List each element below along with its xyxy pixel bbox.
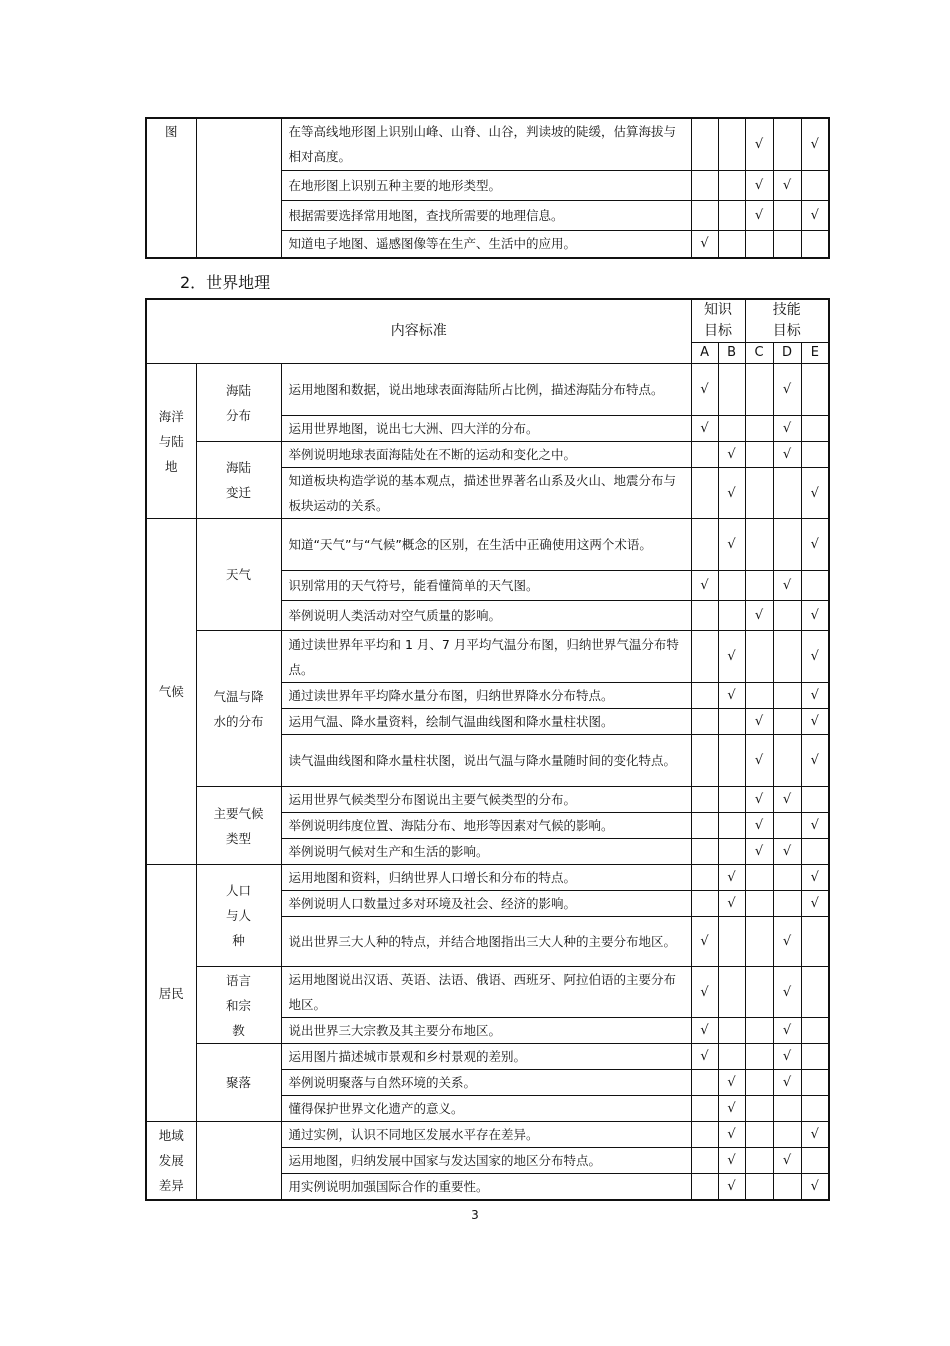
goal-mark-b: √ (718, 631, 745, 683)
goal-mark-b (718, 601, 745, 631)
goal-mark-b (718, 967, 745, 1018)
goal-mark-e (801, 1018, 829, 1044)
goal-mark-d: √ (773, 1044, 801, 1070)
goal-mark-a (691, 601, 718, 631)
table-row (146, 865, 829, 891)
goal-mark-c (745, 519, 773, 571)
table-row (146, 631, 829, 683)
content-standard-cell: 举例说明人口数量过多对环境及社会、经济的影响。 (281, 891, 691, 917)
goal-mark-b (718, 787, 745, 813)
goal-mark-e: √ (801, 601, 829, 631)
goal-mark-a (691, 839, 718, 865)
goal-mark-d: √ (773, 364, 801, 416)
table-map-skills (145, 117, 830, 259)
goal-mark-d (773, 865, 801, 891)
content-standard-cell: 知道“天气”与“气候”概念的区别，在生活中正确使用这两个术语。 (281, 519, 691, 571)
goal-mark-d: √ (773, 1148, 801, 1174)
section-title: 2．世界地理 (180, 273, 271, 292)
header-letter-e: E (801, 343, 829, 364)
goal-mark-b (718, 709, 745, 735)
goal-mark-b: √ (718, 1148, 745, 1174)
goal-mark-a (691, 891, 718, 917)
table-row (146, 967, 829, 1018)
goal-mark-b (718, 917, 745, 967)
content-standard-cell: 在等高线地形图上识别山峰、山脊、山谷，判读坡的陡缓，估算海拔与相对高度。 (281, 118, 691, 170)
category-cell-text: 气候 (158, 684, 184, 699)
subcategory-cell (196, 1044, 281, 1122)
goal-mark-b (718, 170, 745, 200)
content-standard-cell: 识别常用的天气符号，能看懂简单的天气图。 (281, 571, 691, 601)
goal-mark-b (718, 416, 745, 442)
subcategory-cell (196, 442, 281, 519)
subcategory-cell-text: 海陆分布 (226, 382, 252, 423)
content-standard-cell: 通过读世界年平均和 1 月、7 月平均气温分布图，归纳世界气温分布特点。 (281, 631, 691, 683)
content-standard-cell: 运用地图说出汉语、英语、法语、俄语、西班牙、阿拉伯语的主要分布地区。 (281, 967, 691, 1018)
goal-mark-b: √ (718, 442, 745, 468)
goal-mark-c (745, 865, 773, 891)
goal-mark-a (691, 1174, 718, 1201)
subcategory-cell-text: 气温与降水的分布 (213, 688, 264, 729)
goal-mark-b (718, 839, 745, 865)
subcategory-cell-text: 聚落 (226, 1075, 252, 1090)
content-standard-cell: 读气温曲线图和降水量柱状图，说出气温与降水量随时间的变化特点。 (281, 735, 691, 787)
header-skill-goal (745, 299, 829, 343)
goal-mark-e (801, 1096, 829, 1122)
goal-mark-d (773, 200, 801, 230)
goal-mark-b (718, 118, 745, 170)
goal-mark-e (801, 839, 829, 865)
goal-mark-c (745, 442, 773, 468)
goal-mark-b (718, 813, 745, 839)
header-letter-a: A (691, 343, 718, 364)
goal-mark-d (773, 813, 801, 839)
goal-mark-a: √ (691, 1044, 718, 1070)
goal-mark-a: √ (691, 1018, 718, 1044)
goal-mark-e: √ (801, 813, 829, 839)
table-row (146, 364, 829, 416)
goal-mark-a (691, 442, 718, 468)
category-cell-text: 居民 (158, 985, 184, 1001)
goal-mark-a: √ (691, 364, 718, 416)
goal-mark-c: √ (745, 839, 773, 865)
goal-mark-a (691, 468, 718, 519)
goal-mark-e: √ (801, 468, 829, 519)
goal-mark-d (773, 118, 801, 170)
goal-mark-c (745, 416, 773, 442)
goal-mark-e: √ (801, 118, 829, 170)
goal-mark-b (718, 571, 745, 601)
goal-mark-d (773, 519, 801, 571)
goal-mark-d (773, 891, 801, 917)
content-standard-cell: 懂得保护世界文化遗产的意义。 (281, 1096, 691, 1122)
goal-mark-a (691, 631, 718, 683)
subcategory-cell (196, 364, 281, 442)
goal-mark-c (745, 1174, 773, 1201)
goal-mark-e (801, 1070, 829, 1096)
content-standard-cell: 用实例说明加强国际合作的重要性。 (281, 1174, 691, 1201)
category-cell-text: 地域发展差异 (158, 1128, 184, 1193)
goal-mark-d (773, 601, 801, 631)
goal-mark-e (801, 442, 829, 468)
goal-mark-a (691, 1122, 718, 1148)
page-number: 3 (471, 1208, 479, 1222)
goal-mark-e (801, 364, 829, 416)
goal-mark-d: √ (773, 1070, 801, 1096)
header-content-standard: 内容标准 (146, 299, 691, 364)
goal-mark-e: √ (801, 1122, 829, 1148)
goal-mark-e (801, 571, 829, 601)
content-standard-cell: 举例说明人类活动对空气质量的影响。 (281, 601, 691, 631)
goal-mark-b (718, 200, 745, 230)
goal-mark-e: √ (801, 200, 829, 230)
category-cell-text: 海洋与陆地 (158, 408, 184, 474)
subcategory-cell (196, 631, 281, 787)
content-standard-cell: 在地形图上识别五种主要的地形类型。 (281, 170, 691, 200)
goal-mark-c (745, 364, 773, 416)
subcategory-cell-text: 海陆变迁 (226, 460, 252, 500)
content-standard-cell: 通过读世界年平均降水量分布图，归纳世界降水分布特点。 (281, 683, 691, 709)
goal-mark-b (718, 1044, 745, 1070)
category-cell (146, 1122, 196, 1201)
goal-mark-c: √ (745, 170, 773, 200)
goal-mark-b (718, 230, 745, 258)
goal-mark-e: √ (801, 1174, 829, 1201)
content-standard-cell: 说出世界三大宗教及其主要分布地区。 (281, 1018, 691, 1044)
content-standard-cell: 举例说明聚落与自然环境的关系。 (281, 1070, 691, 1096)
content-standard-cell: 知道电子地图、遥感图像等在生产、生活中的应用。 (281, 230, 691, 258)
goal-mark-c: √ (745, 709, 773, 735)
goal-mark-e: √ (801, 865, 829, 891)
content-standard-cell: 运用地图和数据，说出地球表面海陆所占比例，描述海陆分布特点。 (281, 364, 691, 416)
table-row (146, 442, 829, 468)
goal-mark-d (773, 468, 801, 519)
goal-mark-e: √ (801, 683, 829, 709)
goal-mark-c (745, 230, 773, 258)
goal-mark-b: √ (718, 891, 745, 917)
goal-mark-b: √ (718, 1122, 745, 1148)
goal-mark-a: √ (691, 416, 718, 442)
table-row (146, 118, 829, 170)
subcategory-cell (196, 1122, 281, 1201)
subcategory-cell-text: 主要气候类型 (213, 805, 264, 846)
table-row (146, 1122, 829, 1148)
content-standard-cell: 运用地图和资料，归纳世界人口增长和分布的特点。 (281, 865, 691, 891)
goal-mark-a (691, 118, 718, 170)
goal-mark-e (801, 787, 829, 813)
content-standard-cell: 运用气温、降水量资料，绘制气温曲线图和降水量柱状图。 (281, 709, 691, 735)
goal-mark-d: √ (773, 416, 801, 442)
category-cell (146, 865, 196, 1122)
goal-mark-e (801, 1044, 829, 1070)
goal-mark-c (745, 571, 773, 601)
goal-mark-c: √ (745, 787, 773, 813)
goal-mark-d: √ (773, 170, 801, 200)
subcategory-cell (196, 118, 281, 258)
goal-mark-d (773, 1122, 801, 1148)
content-standard-cell: 举例说明纬度位置、海陆分布、地形等因素对气候的影响。 (281, 813, 691, 839)
goal-mark-d: √ (773, 1018, 801, 1044)
goal-mark-b: √ (718, 1070, 745, 1096)
header-knowledge-goal (691, 299, 745, 343)
goal-mark-e (801, 416, 829, 442)
goal-mark-d: √ (773, 839, 801, 865)
goal-mark-c (745, 891, 773, 917)
goal-mark-d (773, 735, 801, 787)
goal-mark-a (691, 1148, 718, 1174)
subcategory-cell (196, 519, 281, 631)
table-row (146, 787, 829, 813)
subcategory-cell (196, 865, 281, 967)
goal-mark-a (691, 1070, 718, 1096)
goal-mark-c: √ (745, 601, 773, 631)
goal-mark-d: √ (773, 967, 801, 1018)
table-row (146, 1044, 829, 1070)
goal-mark-b: √ (718, 683, 745, 709)
subcategory-cell-text: 人口与人种 (226, 883, 252, 948)
goal-mark-c (745, 967, 773, 1018)
goal-mark-d (773, 709, 801, 735)
category-cell (146, 519, 196, 865)
header-knowledge-goal-text: 知识目标 (704, 302, 733, 339)
header-letter-b: B (718, 343, 745, 364)
subcategory-cell (196, 787, 281, 865)
goal-mark-b: √ (718, 1096, 745, 1122)
goal-mark-a (691, 683, 718, 709)
goal-mark-a: √ (691, 967, 718, 1018)
goal-mark-c (745, 1018, 773, 1044)
subcategory-cell-text: 天气 (226, 567, 252, 582)
content-standard-cell: 通过实例，认识不同地区发展水平存在差异。 (281, 1122, 691, 1148)
goal-mark-c: √ (745, 118, 773, 170)
goal-mark-e (801, 917, 829, 967)
goal-mark-c: √ (745, 813, 773, 839)
goal-mark-c (745, 468, 773, 519)
content-standard-cell: 运用世界气候类型分布图说出主要气候类型的分布。 (281, 787, 691, 813)
goal-mark-e (801, 1148, 829, 1174)
goal-mark-a (691, 1096, 718, 1122)
content-standard-cell: 运用地图，归纳发展中国家与发达国家的地区分布特点。 (281, 1148, 691, 1174)
goal-mark-d (773, 1096, 801, 1122)
content-standard-cell: 运用世界地图，说出七大洲、四大洋的分布。 (281, 416, 691, 442)
goal-mark-b (718, 735, 745, 787)
header-letter-c: C (745, 343, 773, 364)
header-row (146, 299, 829, 343)
goal-mark-c: √ (745, 200, 773, 230)
category-cell: 图 (146, 118, 196, 258)
goal-mark-c (745, 1044, 773, 1070)
table-row (146, 519, 829, 571)
goal-mark-a (691, 200, 718, 230)
goal-mark-b: √ (718, 519, 745, 571)
goal-mark-d: √ (773, 787, 801, 813)
goal-mark-b (718, 364, 745, 416)
subcategory-cell (196, 967, 281, 1044)
goal-mark-c (745, 1122, 773, 1148)
goal-mark-a (691, 813, 718, 839)
goal-mark-e (801, 230, 829, 258)
header-letter-d: D (773, 343, 801, 364)
content-standard-cell: 举例说明气候对生产和生活的影响。 (281, 839, 691, 865)
goal-mark-b: √ (718, 1174, 745, 1201)
goal-mark-a (691, 519, 718, 571)
content-standard-cell: 知道板块构造学说的基本观点，描述世界著名山系及火山、地震分布与板块运动的关系。 (281, 468, 691, 519)
goal-mark-a: √ (691, 230, 718, 258)
goal-mark-a (691, 787, 718, 813)
goal-mark-e (801, 967, 829, 1018)
goal-mark-a (691, 865, 718, 891)
content-standard-cell: 运用图片描述城市景观和乡村景观的差别。 (281, 1044, 691, 1070)
goal-mark-e: √ (801, 735, 829, 787)
goal-mark-e: √ (801, 709, 829, 735)
goal-mark-b (718, 1018, 745, 1044)
content-standard-cell: 说出世界三大人种的特点，并结合地图指出三大人种的主要分布地区。 (281, 917, 691, 967)
goal-mark-d (773, 230, 801, 258)
goal-mark-b: √ (718, 865, 745, 891)
goal-mark-d: √ (773, 917, 801, 967)
goal-mark-e: √ (801, 631, 829, 683)
goal-mark-c (745, 1148, 773, 1174)
goal-mark-e: √ (801, 891, 829, 917)
content-standard-cell: 根据需要选择常用地图，查找所需要的地理信息。 (281, 200, 691, 230)
goal-mark-a (691, 735, 718, 787)
goal-mark-c (745, 1070, 773, 1096)
goal-mark-d (773, 631, 801, 683)
goal-mark-d: √ (773, 571, 801, 601)
content-standard-cell: 举例说明地球表面海陆处在不断的运动和变化之中。 (281, 442, 691, 468)
table-world-geography (145, 298, 830, 1201)
goal-mark-c (745, 631, 773, 683)
header-skill-goal-text: 技能目标 (772, 302, 801, 339)
goal-mark-d: √ (773, 442, 801, 468)
goal-mark-a (691, 709, 718, 735)
goal-mark-d (773, 683, 801, 709)
goal-mark-a: √ (691, 571, 718, 601)
goal-mark-c (745, 683, 773, 709)
goal-mark-c: √ (745, 735, 773, 787)
goal-mark-d (773, 1174, 801, 1201)
goal-mark-a: √ (691, 917, 718, 967)
goal-mark-a (691, 170, 718, 200)
goal-mark-e (801, 170, 829, 200)
goal-mark-c (745, 917, 773, 967)
category-cell (146, 364, 196, 519)
goal-mark-e: √ (801, 519, 829, 571)
goal-mark-c (745, 1096, 773, 1122)
subcategory-cell-text: 语言和宗教 (226, 972, 252, 1038)
goal-mark-b: √ (718, 468, 745, 519)
